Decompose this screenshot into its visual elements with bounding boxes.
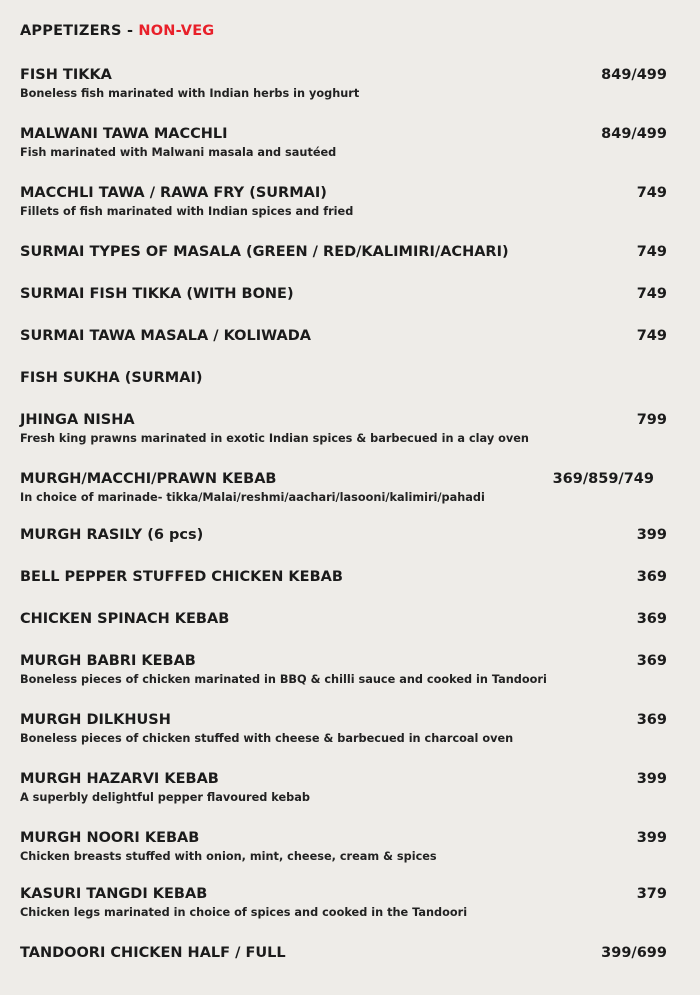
menu-item — [20, 470, 680, 505]
section-title: APPETIZERS - — [20, 23, 139, 39]
item-price: 399 — [636, 771, 667, 787]
item-description: Chicken breasts stuffed with onion, mint, cheese, cream & spices — [20, 850, 437, 863]
item-price: 369 — [636, 611, 667, 627]
item-name: MURGH DILKHUSH — [20, 712, 171, 728]
menu-item — [20, 285, 680, 303]
menu-item — [20, 568, 680, 586]
item-price: 379 — [636, 886, 667, 902]
item-price: 749 — [636, 185, 667, 201]
menu-item — [20, 526, 680, 544]
item-name: MURGH NOORI KEBAB — [20, 830, 200, 846]
item-name: CHICKEN SPINACH KEBAB — [20, 611, 230, 627]
item-description: Chicken legs marinated in choice of spices and cooked in the Tandoori — [20, 906, 468, 919]
item-name: SURMAI TYPES OF MASALA (GREEN / RED/KALIMIRI/ACHARI) — [20, 244, 509, 260]
item-name: FISH TIKKA — [20, 67, 112, 83]
menu-item — [20, 829, 680, 864]
item-price: 399 — [636, 830, 667, 846]
menu-item — [20, 944, 680, 962]
item-price: 849/499 — [601, 67, 667, 83]
item-name: BELL PEPPER STUFFED CHICKEN KEBAB — [20, 569, 343, 585]
item-name: KASURI TANGDI KEBAB — [20, 886, 208, 902]
menu-item — [20, 184, 680, 219]
menu-item — [20, 610, 680, 628]
section-title-highlight: NON-VEG — [138, 23, 215, 39]
menu-item — [20, 125, 680, 160]
item-description: Fish marinated with Malwani masala and sautéed — [20, 146, 337, 159]
menu-item — [20, 66, 680, 101]
item-price: 369/859/749 — [552, 471, 654, 487]
item-name: MURGH RASILY (6 pcs) — [20, 527, 204, 543]
menu-item — [20, 411, 680, 446]
menu-item — [20, 770, 680, 805]
item-name: MURGH HAZARVI KEBAB — [20, 771, 219, 787]
item-description: Boneless fish marinated with Indian herbs in yoghurt — [20, 87, 360, 100]
section-header — [20, 23, 214, 39]
item-description: A superbly delightful pepper flavoured kebab — [20, 791, 310, 804]
menu-item — [20, 885, 680, 920]
item-name: MURGH/MACCHI/PRAWN KEBAB — [20, 471, 277, 487]
item-price: 799 — [636, 412, 667, 428]
item-price: 749 — [636, 328, 667, 344]
item-price: 849/499 — [601, 126, 667, 142]
item-description: In choice of marinade- tikka/Malai/reshmi/aachari/lasooni/kalimiri/pahadi — [20, 491, 485, 504]
item-price: 399 — [636, 527, 667, 543]
menu-item — [20, 243, 680, 261]
item-name: FISH SUKHA (SURMAI) — [20, 370, 203, 386]
item-description: Boneless pieces of chicken marinated in BBQ & chilli sauce and cooked in Tandoori — [20, 673, 547, 686]
item-name: MACCHLI TAWA / RAWA FRY (SURMAI) — [20, 185, 327, 201]
menu-item — [20, 711, 680, 746]
item-name: MURGH BABRI KEBAB — [20, 653, 196, 669]
item-price: 749 — [636, 286, 667, 302]
item-price: 369 — [636, 712, 667, 728]
item-price: 369 — [636, 569, 667, 585]
item-name: JHINGA NISHA — [20, 412, 135, 428]
menu-item — [20, 652, 680, 687]
item-price: 749 — [636, 244, 667, 260]
menu-item — [20, 369, 680, 387]
item-name: MALWANI TAWA MACCHLI — [20, 126, 228, 142]
item-description: Fillets of fish marinated with Indian spices and fried — [20, 205, 354, 218]
menu-item — [20, 327, 680, 345]
item-name: SURMAI FISH TIKKA (WITH BONE) — [20, 286, 294, 302]
item-name: TANDOORI CHICKEN HALF / FULL — [20, 945, 286, 961]
item-description: Boneless pieces of chicken stuffed with cheese & barbecued in charcoal oven — [20, 732, 514, 745]
item-price: 399/699 — [601, 945, 667, 961]
item-description: Fresh king prawns marinated in exotic Indian spices & barbecued in a clay oven — [20, 432, 529, 445]
item-name: SURMAI TAWA MASALA / KOLIWADA — [20, 328, 311, 344]
item-price: 369 — [636, 653, 667, 669]
